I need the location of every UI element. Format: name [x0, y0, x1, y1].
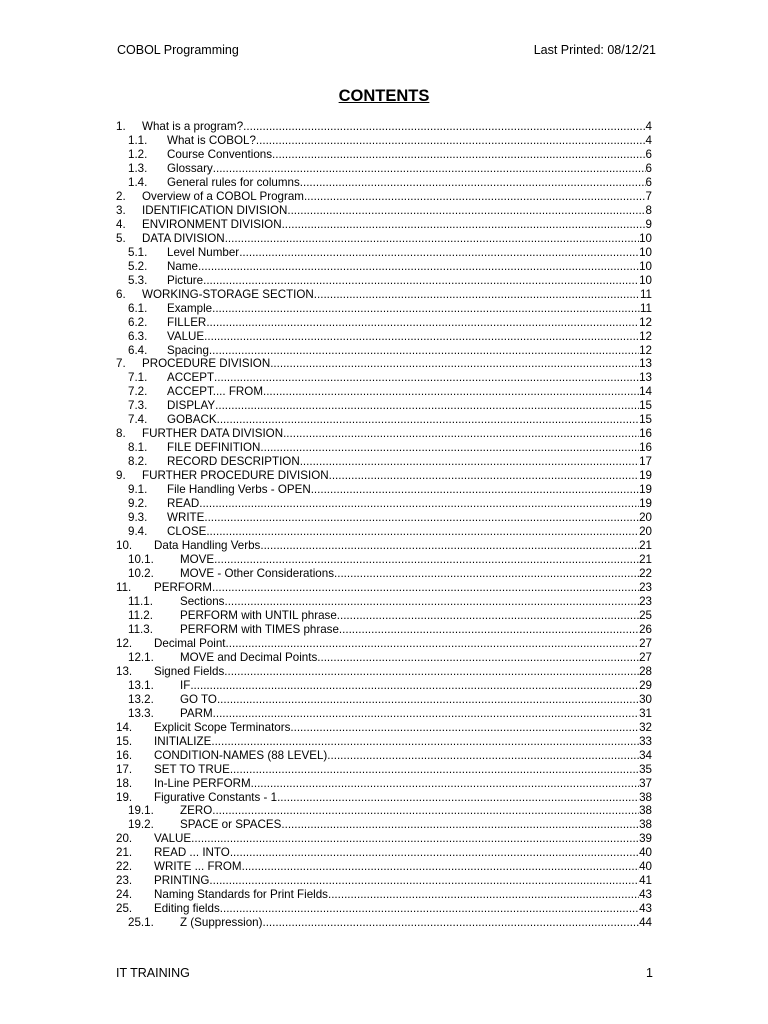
- toc-entry-number: 11.3.: [128, 622, 153, 636]
- toc-entry-number: 19.: [116, 790, 133, 804]
- toc-entry-number: 9.3.: [128, 511, 148, 525]
- toc-entry[interactable]: [116, 735, 652, 749]
- toc-dot-leader: [191, 832, 639, 846]
- toc-entry[interactable]: [116, 316, 652, 330]
- toc-entry-title: READ ... INTO: [154, 846, 230, 860]
- toc-dot-leader: [339, 623, 639, 637]
- toc-entry-title: PARM: [180, 706, 213, 720]
- footer-label: IT TRAINING: [116, 966, 190, 980]
- toc-entry[interactable]: [116, 511, 652, 525]
- toc-entry-number: 1.3.: [128, 161, 148, 175]
- toc-dot-leader: [304, 190, 646, 204]
- toc-entry-page: 7: [645, 189, 652, 203]
- toc-entry-title: DATA DIVISION: [142, 231, 225, 245]
- toc-entry-title: FURTHER DATA DIVISION: [142, 427, 284, 441]
- page-title: CONTENTS: [338, 87, 430, 105]
- toc-entry-number: 2.: [116, 189, 126, 203]
- toc-dot-leader: [282, 218, 646, 232]
- toc-entry-page: 20: [639, 511, 652, 525]
- toc-dot-leader: [230, 763, 639, 777]
- toc-entry-number: 10.: [116, 539, 133, 553]
- toc-entry[interactable]: [116, 455, 652, 469]
- toc-entry-number: 19.2.: [128, 818, 154, 832]
- toc-entry-page: 38: [639, 790, 652, 804]
- toc-entry[interactable]: [116, 176, 652, 190]
- toc-entry-title: INITIALIZE: [154, 734, 212, 748]
- toc-dot-leader: [213, 162, 646, 176]
- toc-entry-title: Naming Standards for Print Fields: [154, 888, 328, 902]
- toc-entry-title: WORKING-STORAGE SECTION: [142, 287, 314, 301]
- toc-dot-leader: [300, 455, 639, 469]
- toc-entry-page: 23: [639, 594, 652, 608]
- toc-entry[interactable]: [116, 721, 652, 735]
- toc-entry-title: Z (Suppression): [180, 916, 263, 930]
- toc-entry[interactable]: [116, 190, 652, 204]
- toc-entry[interactable]: [116, 707, 652, 721]
- toc-entry-title: ACCEPT.... FROM: [167, 385, 263, 399]
- toc-entry[interactable]: [116, 483, 652, 497]
- toc-dot-leader: [290, 721, 639, 735]
- toc-entry[interactable]: [116, 385, 652, 399]
- toc-entry[interactable]: [116, 749, 652, 763]
- toc-entry[interactable]: [116, 846, 652, 860]
- toc-entry-title: ENVIRONMENT DIVISION: [142, 217, 282, 231]
- toc-entry-title: Sections: [180, 594, 225, 608]
- toc-entry-title: What is COBOL?: [167, 133, 256, 147]
- toc-entry[interactable]: [116, 344, 652, 358]
- toc-entry[interactable]: [116, 330, 652, 344]
- toc-dot-leader: [251, 777, 639, 791]
- toc-dot-leader: [260, 539, 639, 553]
- toc-entry-page: 26: [639, 622, 652, 636]
- toc-entry[interactable]: [116, 874, 652, 888]
- toc-entry-number: 18.: [116, 776, 133, 790]
- toc-entry-title: CONDITION-NAMES (88 LEVEL): [154, 748, 328, 762]
- toc-entry-number: 23.: [116, 874, 133, 888]
- toc-entry[interactable]: [116, 204, 652, 218]
- toc-dot-leader: [209, 344, 639, 358]
- toc-entry-page: 40: [639, 860, 652, 874]
- toc-dot-leader: [214, 553, 639, 567]
- toc-entry-number: 6.: [116, 287, 126, 301]
- toc-entry-page: 12: [639, 329, 652, 343]
- toc-entry[interactable]: [116, 595, 652, 609]
- toc-dot-leader: [239, 246, 639, 260]
- toc-dot-leader: [287, 204, 645, 218]
- toc-entry[interactable]: [116, 162, 652, 176]
- toc-entry-page: 35: [639, 762, 652, 776]
- toc-dot-leader: [225, 232, 639, 246]
- toc-entry[interactable]: [116, 832, 652, 846]
- toc-entry-page: 34: [639, 748, 652, 762]
- toc-entry-title: MOVE - Other Considerations: [180, 567, 334, 580]
- toc-entry-title: File Handling Verbs - OPEN: [167, 483, 311, 497]
- toc-entry-page: 12: [639, 315, 652, 329]
- toc-entry-title: What is a program?: [142, 120, 244, 133]
- toc-entry-number: 1.2.: [128, 147, 148, 161]
- toc-entry-number: 7.2.: [128, 385, 148, 399]
- toc-dot-leader: [212, 804, 639, 818]
- toc-dot-leader: [226, 637, 640, 651]
- toc-dot-leader: [209, 874, 639, 888]
- toc-entry-number: 22.: [116, 860, 133, 874]
- toc-entry-number: 20.: [116, 832, 133, 846]
- toc-entry-number: 9.2.: [128, 497, 148, 511]
- toc-entry[interactable]: [116, 525, 652, 539]
- toc-entry[interactable]: [116, 777, 652, 791]
- toc-entry-title: PERFORM with TIMES phrase: [180, 622, 339, 636]
- toc-entry[interactable]: [116, 120, 652, 134]
- toc-entry[interactable]: [116, 274, 652, 288]
- toc-dot-leader: [217, 413, 639, 427]
- toc-entry[interactable]: [116, 916, 652, 930]
- toc-entry[interactable]: [116, 637, 652, 651]
- footer-page-number: 1: [646, 966, 653, 980]
- toc-entry-number: 11.1.: [128, 594, 153, 608]
- toc-entry-title: Name: [167, 259, 198, 273]
- toc-entry-title: Data Handling Verbs: [154, 539, 261, 553]
- toc-entry-page: 37: [639, 776, 652, 790]
- toc-entry-title: DISPLAY: [167, 399, 216, 413]
- toc-dot-leader: [224, 595, 639, 609]
- toc-dot-leader: [212, 581, 639, 595]
- toc-entry-title: FURTHER PROCEDURE DIVISION: [142, 469, 329, 483]
- toc-dot-leader: [270, 357, 639, 371]
- toc-dot-leader: [281, 818, 639, 832]
- toc-entry[interactable]: [116, 539, 652, 553]
- toc-entry-title: PERFORM: [154, 580, 212, 594]
- table-of-contents: [116, 120, 652, 930]
- toc-entry-page: 6: [645, 147, 652, 161]
- toc-entry-title: WRITE ... FROM: [154, 860, 242, 874]
- toc-entry-page: 38: [639, 818, 652, 832]
- toc-dot-leader: [224, 665, 639, 679]
- toc-entry-title: FILE DEFINITION: [167, 441, 261, 455]
- toc-entry-number: 1.4.: [128, 175, 148, 189]
- toc-entry[interactable]: [116, 553, 652, 567]
- toc-entry-number: 25.: [116, 902, 133, 916]
- toc-entry-number: 4.: [116, 217, 126, 231]
- toc-entry-number: 7.4.: [128, 413, 148, 427]
- toc-entry-number: 5.3.: [128, 273, 148, 287]
- toc-entry[interactable]: [116, 763, 652, 777]
- toc-entry-title: SPACE or SPACES: [180, 818, 282, 832]
- toc-entry-number: 21.: [116, 846, 133, 860]
- toc-dot-leader: [204, 511, 639, 525]
- header-document-title: COBOL Programming: [117, 43, 239, 57]
- toc-entry-title: VALUE: [154, 832, 192, 846]
- toc-entry-title: RECORD DESCRIPTION: [167, 455, 300, 469]
- toc-entry[interactable]: [116, 441, 652, 455]
- toc-entry[interactable]: [116, 693, 652, 707]
- toc-entry-number: 6.2.: [128, 315, 148, 329]
- toc-entry-number: 10.2.: [128, 567, 154, 580]
- toc-entry-page: 14: [639, 385, 652, 399]
- toc-entry-page: 32: [639, 720, 652, 734]
- toc-entry-page: 38: [639, 804, 652, 818]
- toc-entry-page: 19: [639, 469, 652, 483]
- toc-entry-page: 44: [639, 916, 652, 930]
- toc-dot-leader: [311, 483, 639, 497]
- toc-entry-number: 3.: [116, 203, 126, 217]
- toc-entry-title: PROCEDURE DIVISION: [142, 357, 271, 371]
- toc-dot-leader: [317, 651, 639, 665]
- toc-entry-number: 11.2.: [128, 608, 153, 622]
- toc-entry-number: 10.1.: [128, 553, 154, 567]
- toc-entry-number: 24.: [116, 888, 133, 902]
- toc-dot-leader: [212, 302, 640, 316]
- toc-entry-title: Explicit Scope Terminators: [154, 720, 291, 734]
- toc-entry-page: 39: [639, 832, 652, 846]
- toc-entry-number: 7.: [116, 357, 126, 371]
- toc-entry[interactable]: [116, 791, 652, 805]
- toc-entry[interactable]: [116, 232, 652, 246]
- toc-entry[interactable]: [116, 818, 652, 832]
- toc-entry[interactable]: [116, 902, 652, 916]
- toc-entry-title: CLOSE: [167, 525, 207, 539]
- toc-entry-number: 9.1.: [128, 483, 148, 497]
- toc-entry-number: 13.2.: [128, 692, 154, 706]
- toc-entry-page: 29: [639, 678, 652, 692]
- toc-entry-title: Overview of a COBOL Program: [142, 189, 304, 203]
- toc-entry-number: 11.: [116, 580, 132, 594]
- toc-dot-leader: [204, 330, 639, 344]
- toc-entry-page: 15: [639, 399, 652, 413]
- toc-entry-title: Figurative Constants - 1: [154, 790, 278, 804]
- toc-entry-number: 1.1.: [128, 133, 148, 147]
- toc-entry-page: 11: [639, 301, 652, 315]
- toc-entry-title: READ: [167, 497, 200, 511]
- toc-entry-page: 6: [645, 175, 652, 189]
- toc-entry-page: 13: [639, 357, 652, 371]
- toc-entry-page: 4: [645, 133, 652, 147]
- toc-entry[interactable]: [116, 804, 652, 818]
- toc-entry-number: 14.: [116, 720, 133, 734]
- toc-entry-title: IDENTIFICATION DIVISION: [142, 203, 288, 217]
- toc-entry[interactable]: [116, 888, 652, 902]
- toc-entry-page: 12: [639, 343, 652, 357]
- toc-entry-page: 28: [639, 664, 652, 678]
- toc-dot-leader: [327, 749, 639, 763]
- toc-entry[interactable]: [116, 413, 652, 427]
- toc-entry-page: 10: [639, 245, 652, 259]
- toc-entry-title: General rules for columns: [167, 175, 300, 189]
- toc-entry-page: 6: [645, 161, 652, 175]
- toc-entry[interactable]: [116, 679, 652, 693]
- toc-entry-page: 10: [639, 231, 652, 245]
- toc-entry[interactable]: [116, 399, 652, 413]
- toc-entry-number: 6.4.: [128, 343, 148, 357]
- toc-entry-title: SET TO TRUE: [154, 762, 230, 776]
- toc-entry[interactable]: [116, 260, 652, 274]
- toc-dot-leader: [328, 888, 639, 902]
- toc-dot-leader: [217, 693, 639, 707]
- toc-entry-title: MOVE and Decimal Points: [180, 650, 318, 664]
- toc-entry-page: 33: [639, 734, 652, 748]
- toc-entry-number: 8.: [116, 427, 126, 441]
- toc-entry-number: 5.1.: [128, 245, 148, 259]
- toc-entry-page: 16: [639, 441, 652, 455]
- toc-entry-title: Editing fields: [154, 902, 220, 916]
- toc-dot-leader: [277, 791, 639, 805]
- toc-entry-page: 25: [639, 608, 652, 622]
- toc-dot-leader: [203, 274, 639, 288]
- toc-entry-number: 1.: [116, 120, 126, 133]
- toc-dot-leader: [214, 371, 639, 385]
- toc-entry-page: 13: [639, 371, 652, 385]
- toc-dot-leader: [334, 567, 639, 581]
- toc-entry-title: In-Line PERFORM: [154, 776, 251, 790]
- toc-entry-title: Decimal Point: [154, 636, 226, 650]
- toc-entry-page: 16: [639, 427, 652, 441]
- toc-entry-title: IF: [180, 678, 191, 692]
- toc-dot-leader: [337, 609, 639, 623]
- toc-entry-page: 23: [639, 580, 652, 594]
- toc-entry-page: 19: [639, 483, 652, 497]
- toc-entry-number: 16.: [116, 748, 133, 762]
- toc-entry-page: 30: [639, 692, 652, 706]
- toc-dot-leader: [260, 441, 639, 455]
- toc-dot-leader: [263, 385, 639, 399]
- toc-entry-number: 13.: [116, 664, 133, 678]
- toc-dot-leader: [220, 902, 639, 916]
- toc-entry-number: 6.1.: [128, 301, 148, 315]
- toc-entry-page: 27: [639, 636, 652, 650]
- toc-entry[interactable]: [116, 860, 652, 874]
- toc-entry-title: Spacing: [167, 343, 209, 357]
- toc-entry-title: Example: [167, 301, 213, 315]
- toc-entry-page: 43: [639, 902, 652, 916]
- toc-entry-title: Level Number: [167, 245, 240, 259]
- toc-entry[interactable]: [116, 427, 652, 441]
- toc-dot-leader: [206, 316, 639, 330]
- toc-entry-page: 21: [639, 553, 652, 567]
- toc-entry-page: 4: [645, 120, 652, 133]
- toc-entry[interactable]: [116, 302, 652, 316]
- toc-entry[interactable]: [116, 357, 652, 371]
- toc-dot-leader: [329, 469, 640, 483]
- toc-entry-page: 40: [639, 846, 652, 860]
- toc-dot-leader: [314, 288, 640, 302]
- toc-entry-number: 12.: [116, 636, 133, 650]
- toc-entry-number: 7.1.: [128, 371, 148, 385]
- toc-dot-leader: [190, 679, 639, 693]
- toc-entry-title: ZERO: [180, 804, 213, 818]
- toc-entry-page: 17: [639, 455, 652, 469]
- toc-entry-page: 27: [639, 650, 652, 664]
- toc-entry-number: 13.3.: [128, 706, 154, 720]
- toc-entry[interactable]: [116, 148, 652, 162]
- toc-entry[interactable]: [116, 497, 652, 511]
- toc-entry[interactable]: [116, 665, 652, 679]
- toc-entry-page: 21: [639, 539, 652, 553]
- toc-dot-leader: [256, 134, 646, 148]
- toc-entry-title: Glossary: [167, 161, 213, 175]
- toc-entry[interactable]: [116, 469, 652, 483]
- toc-entry-page: 22: [639, 567, 652, 580]
- toc-dot-leader: [230, 846, 639, 860]
- toc-entry-title: PRINTING: [154, 874, 210, 888]
- toc-entry-number: 8.2.: [128, 455, 148, 469]
- toc-entry-number: 9.: [116, 469, 126, 483]
- toc-entry-title: MOVE: [180, 553, 215, 567]
- toc-dot-leader: [242, 860, 640, 874]
- toc-entry[interactable]: [116, 581, 652, 595]
- toc-dot-leader: [206, 525, 639, 539]
- toc-entry-title: FILLER: [167, 315, 207, 329]
- toc-entry[interactable]: [116, 288, 652, 302]
- toc-entry-title: GOBACK: [167, 413, 217, 427]
- toc-entry-number: 25.1.: [128, 916, 154, 930]
- toc-entry-number: 19.1.: [128, 804, 154, 818]
- toc-entry[interactable]: [116, 567, 652, 581]
- toc-entry-title: PERFORM with UNTIL phrase: [180, 608, 337, 622]
- toc-entry-title: VALUE: [167, 329, 205, 343]
- toc-dot-leader: [211, 735, 639, 749]
- toc-entry-page: 8: [645, 203, 652, 217]
- toc-entry-title: ACCEPT: [167, 371, 215, 385]
- header-last-printed: Last Printed: 08/12/21: [533, 43, 656, 57]
- toc-entry[interactable]: [116, 371, 652, 385]
- toc-entry-title: WRITE: [167, 511, 205, 525]
- toc-entry-number: 8.1.: [128, 441, 148, 455]
- toc-dot-leader: [213, 707, 639, 721]
- toc-entry[interactable]: [116, 623, 652, 637]
- toc-entry-page: 15: [639, 413, 652, 427]
- toc-entry-page: 41: [639, 874, 652, 888]
- toc-entry-title: Signed Fields: [154, 664, 225, 678]
- toc-entry-number: 15.: [116, 734, 133, 748]
- toc-entry-number: 17.: [116, 762, 133, 776]
- toc-entry-page: 19: [639, 497, 652, 511]
- toc-entry-page: 10: [639, 259, 652, 273]
- toc-dot-leader: [243, 120, 645, 134]
- toc-entry-number: 5.: [116, 231, 126, 245]
- toc-entry-number: 13.1.: [128, 678, 154, 692]
- toc-entry[interactable]: [116, 218, 652, 232]
- toc-entry-page: 31: [639, 706, 652, 720]
- toc-dot-leader: [215, 399, 639, 413]
- toc-dot-leader: [283, 427, 639, 441]
- toc-dot-leader: [198, 260, 639, 274]
- toc-entry[interactable]: [116, 246, 652, 260]
- toc-entry-number: 6.3.: [128, 329, 148, 343]
- toc-entry-number: 7.3.: [128, 399, 148, 413]
- toc-entry-page: 10: [639, 273, 652, 287]
- toc-dot-leader: [262, 916, 639, 930]
- toc-entry-number: 9.4.: [128, 525, 148, 539]
- toc-entry-page: 11: [639, 287, 652, 301]
- toc-entry-number: 12.1.: [128, 650, 154, 664]
- toc-entry-page: 9: [645, 217, 652, 231]
- toc-entry-page: 20: [639, 525, 652, 539]
- toc-dot-leader: [199, 497, 639, 511]
- toc-entry[interactable]: [116, 134, 652, 148]
- toc-dot-leader: [272, 148, 646, 162]
- toc-entry-title: Picture: [167, 273, 204, 287]
- toc-entry-title: Course Conventions: [167, 147, 273, 161]
- toc-entry[interactable]: [116, 609, 652, 623]
- toc-entry[interactable]: [116, 651, 652, 665]
- toc-entry-page: 43: [639, 888, 652, 902]
- toc-dot-leader: [300, 176, 646, 190]
- toc-entry-number: 5.2.: [128, 259, 148, 273]
- toc-entry-title: GO TO: [180, 692, 217, 706]
